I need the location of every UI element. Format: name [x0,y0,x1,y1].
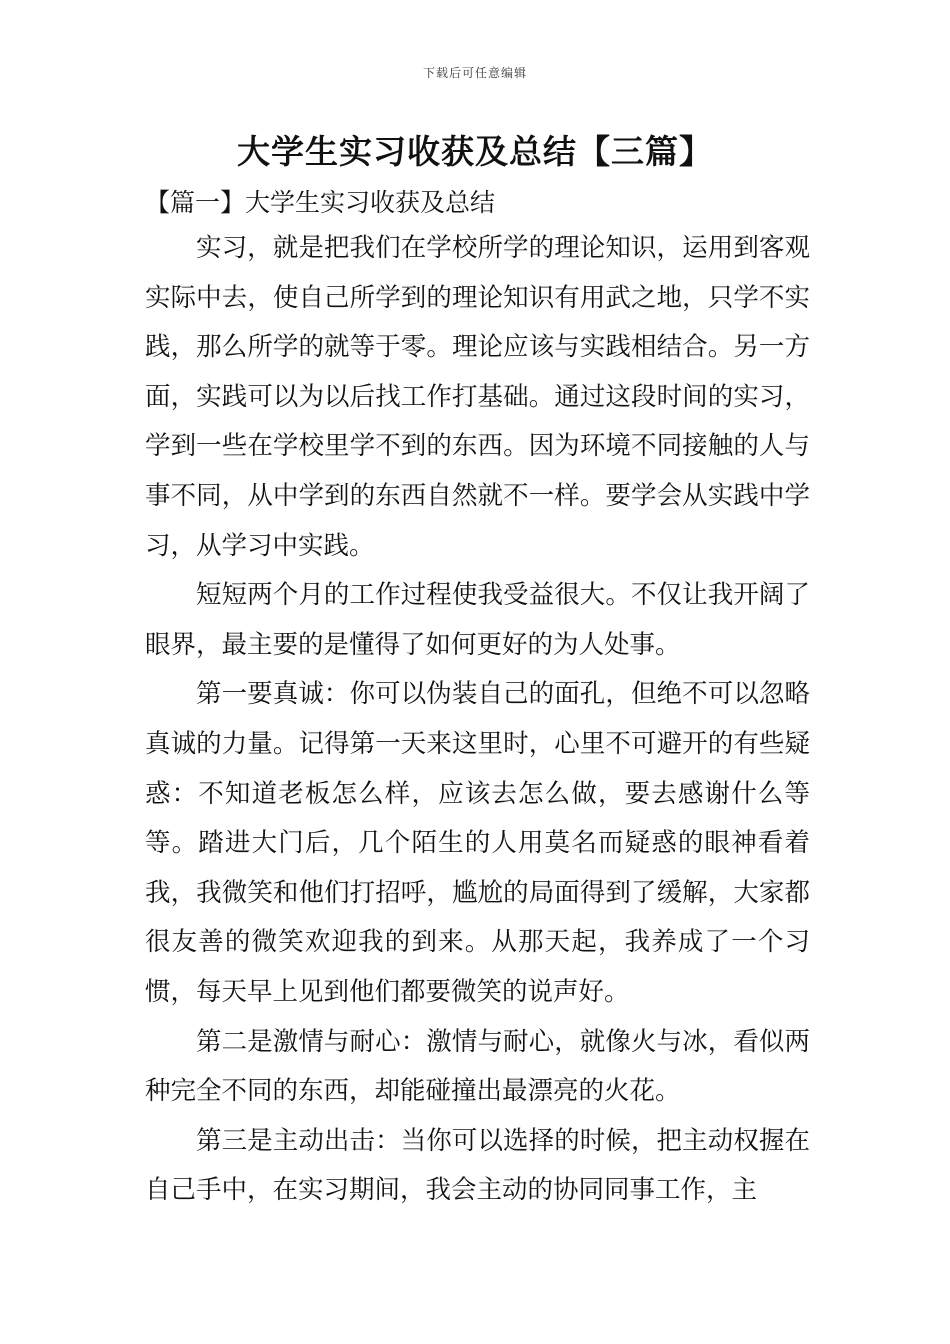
paragraph: 第二是激情与耐心：激情与耐心，就像火与冰，看似两种完全不同的东西，却能碰撞出最漂亮的火花。 [145,1026,810,1107]
paragraph: 第一要真诚：你可以伪装自己的面孔，但绝不可以忽略真诚的力量。记得第一天来这里时，心里不可避开的有些疑惑：不知道老板怎么样，应该去怎么做，要去感谢什么等等。踏进大门后，几个陌生的人用莫名而疑惑的眼神看着我，我微笑和他们打招呼，尴尬的局面得到了缓解，大家都很友善的微笑欢迎我的到来。从那天起，我养成了一个习惯，每天早上见到他们都要微笑的说声好。 [145,679,810,1007]
body-text [145,224,810,1216]
paragraph: 第三是主动出击：当你可以选择的时候，把主动权握在自己手中，在实习期间，我会主动的协同同事工作，主 [145,1125,810,1206]
paragraph: 短短两个月的工作过程使我受益很大。不仅让我开阔了眼界，最主要的是懂得了如何更好的为人处事。 [145,580,810,660]
header-note: 下载后可任意编辑 [422,66,527,80]
paragraph: 实习，就是把我们在学校所学的理论知识，运用到客观实际中去，使自己所学到的理论知识有用武之地，只学不实践，那么所学的就等于零。理论应该与实践相结合。另一方面，实践可以为以后找工作打基础。通过这段时间的实习，学到一些在学校里学不到的东西。因为环境不同接触的人与事不同，从中学到的东西自然就不一样。要学会从实践中学习，从学习中实践。 [145,233,810,561]
document-title: 大学生实习收获及总结【三篇】 [237,132,713,171]
section-heading: 【篇一】大学生实习收获及总结 [145,188,496,217]
